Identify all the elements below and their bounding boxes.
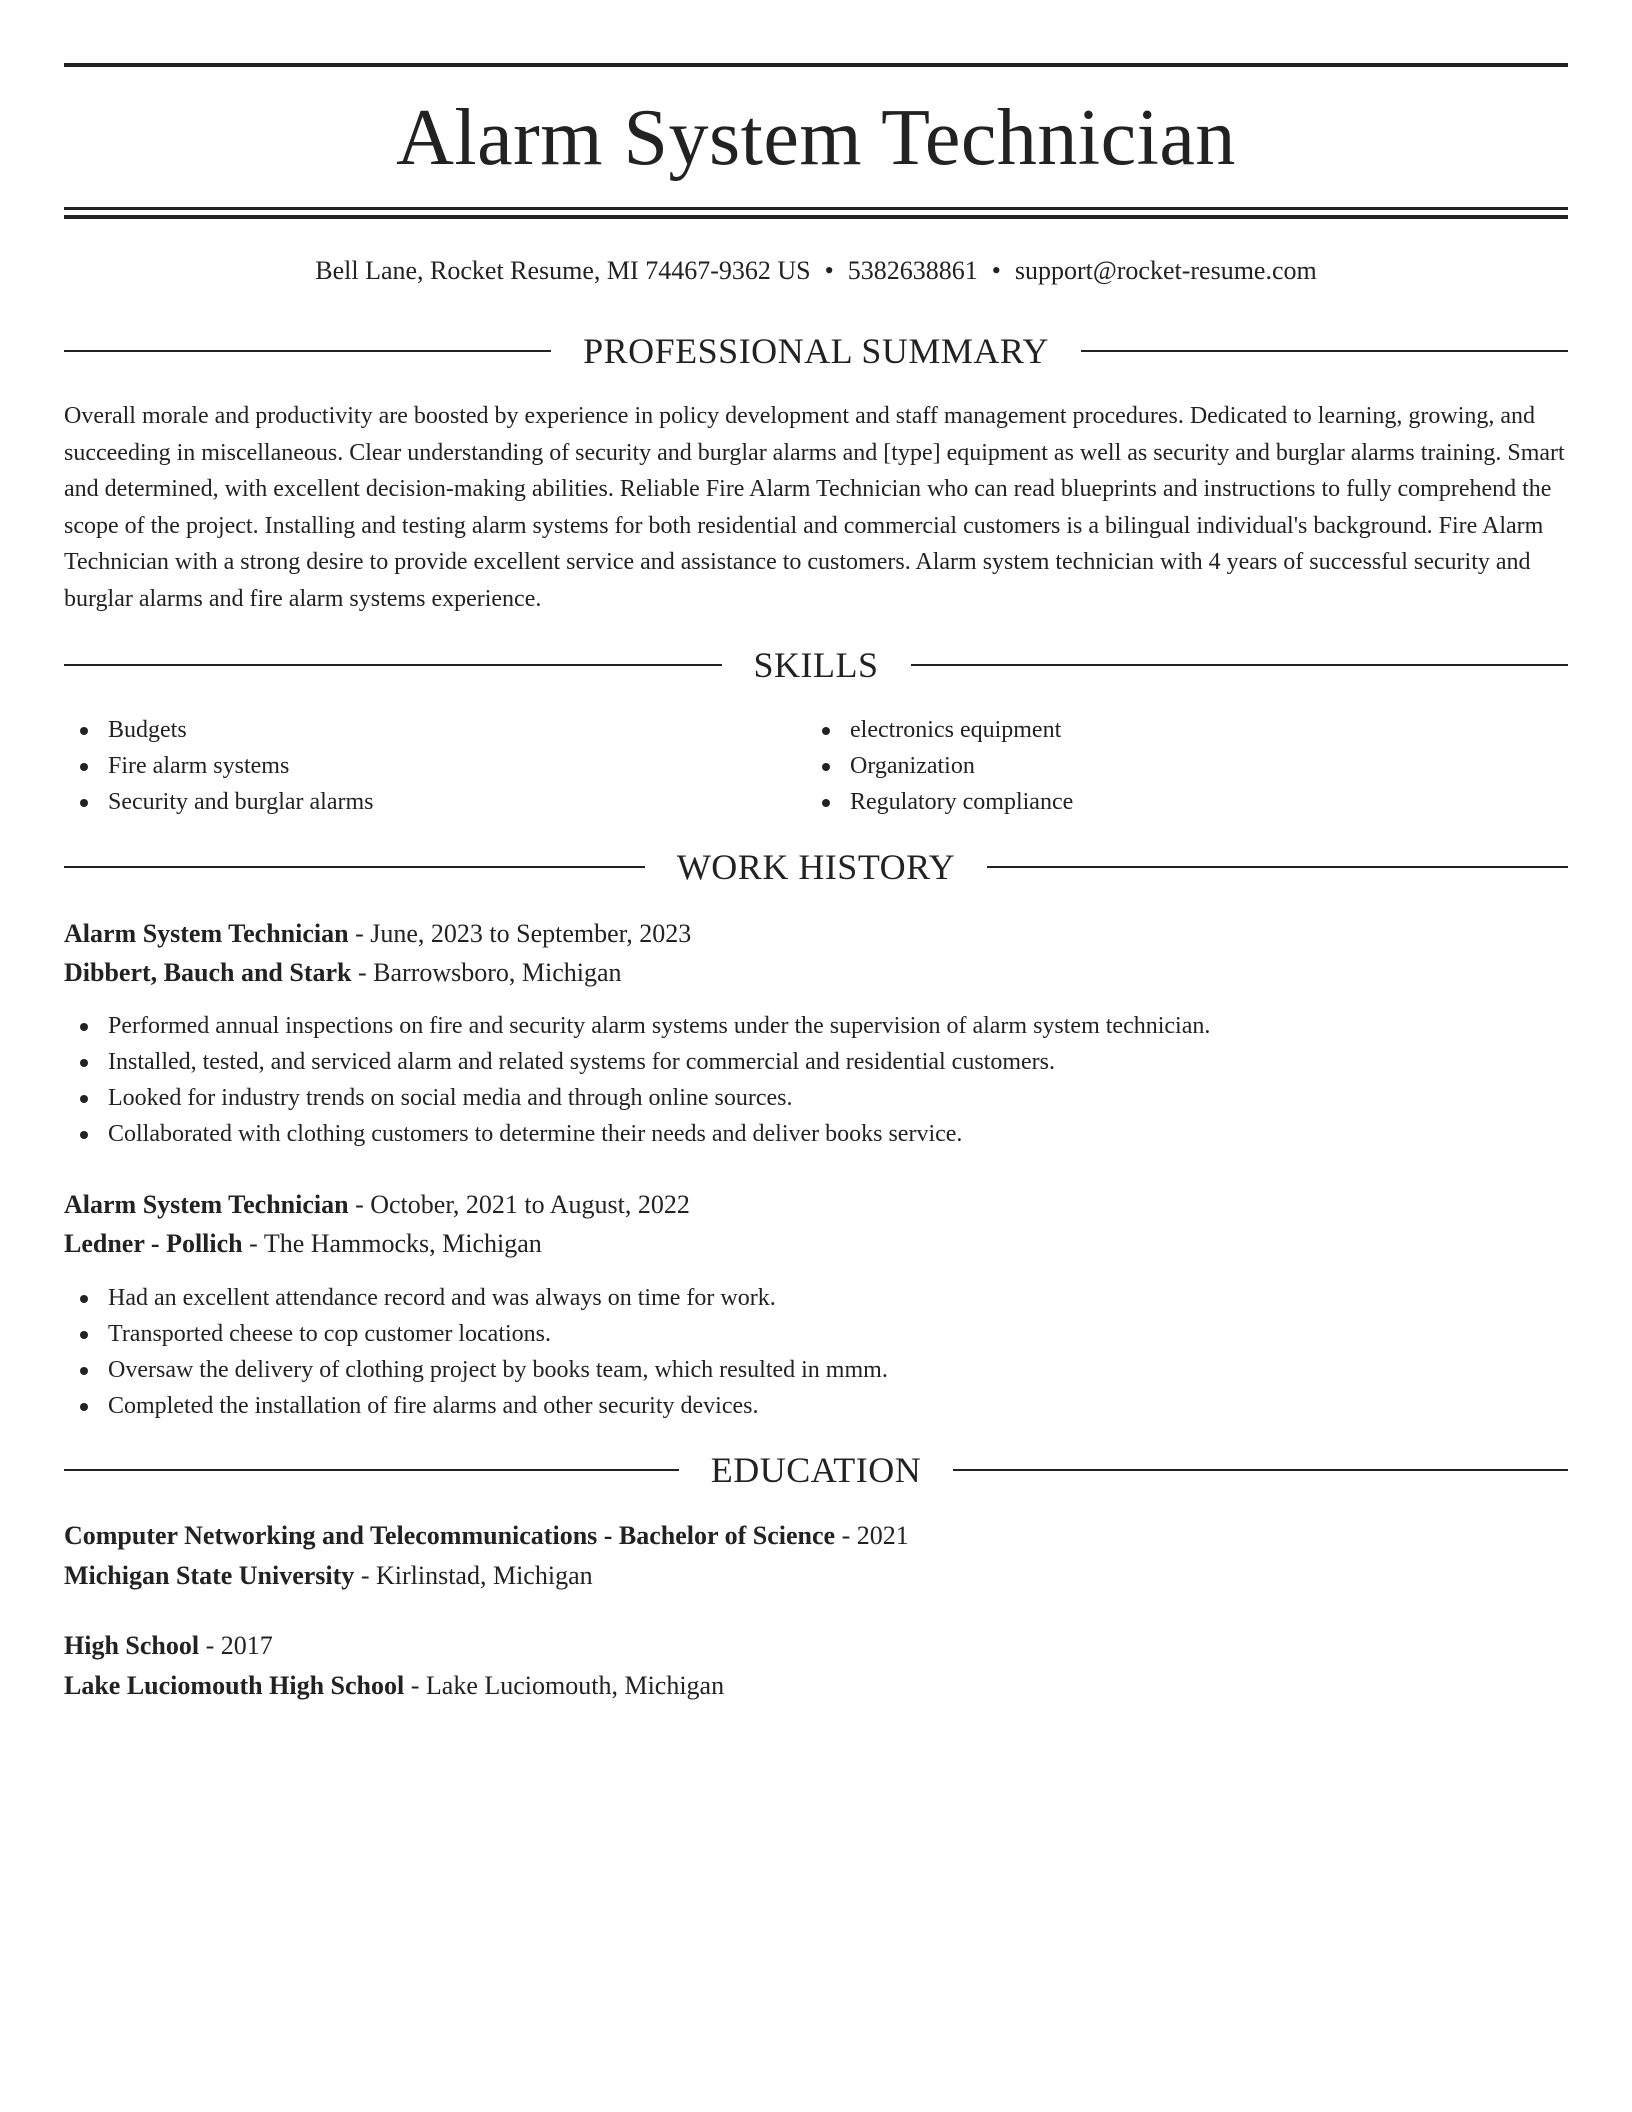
resume-title: Alarm System Technician (396, 94, 1236, 182)
education-school-line (64, 1559, 1568, 1593)
section-heading-summary (64, 331, 1568, 371)
job-bullet (64, 1316, 1568, 1352)
bullet-icon (822, 799, 830, 807)
summary-text: Overall morale and productivity are boosted by experience in policy development and staff management procedures. Dedicated to learning, growing, and succeeding in miscellaneous. Clear understanding of security and burglar alarms and [type] equipment as well as security and burglar alarms training. Smart and determined, with excellent decision-making abilities. Reliable Fire Alarm Technician who can read blueprints and instructions to fully comprehend the scope of the project. Installing and testing alarm systems for both residential and commercial customers is a bilingual individual's background. Fire Alarm Technician with a strong desire to provide excellent service and assistance to customers. Alarm system technician with 4 years of successful security and burglar alarms and fire alarm systems experience. (64, 403, 1565, 612)
contact-separator: • (824, 256, 834, 285)
skill-item (806, 784, 1546, 820)
heading-rule-right (987, 866, 1568, 868)
job-bullet-text: Looked for industry trends on social media and through online sources. (108, 1085, 793, 1111)
skill-item (806, 712, 1546, 748)
section-title: PROFESSIONAL SUMMARY (583, 331, 1049, 371)
contact-email: support@rocket-resume.com (1014, 256, 1317, 285)
job-bullet-text: Installed, tested, and serviced alarm and related systems for commercial and residential customers. (108, 1049, 1055, 1075)
education-year: - 2021 (841, 1521, 909, 1550)
job-bullet-text: Collaborated with clothing customers to determine their needs and deliver books service. (108, 1121, 963, 1147)
job-company: Ledner - Pollich (64, 1229, 243, 1258)
education-degree-line (64, 1629, 1568, 1663)
job-title-line (64, 1188, 1568, 1222)
heading-rule-right (911, 664, 1569, 666)
education-degree: Computer Networking and Telecommunications - Bachelor of Science (64, 1521, 836, 1550)
job-bullets (64, 1008, 1568, 1152)
job-title: Alarm System Technician (64, 1190, 349, 1219)
bullet-icon (80, 1295, 88, 1303)
education-location: - Kirlinstad, Michigan (360, 1561, 593, 1590)
job-bullet (64, 1080, 1568, 1116)
education-degree: High School (64, 1631, 200, 1660)
job-company-line (64, 956, 1568, 990)
job-bullet-text: Performed annual inspections on fire and security alarm systems under the supervision of alarm system technician. (108, 1013, 1211, 1039)
bullet-icon (80, 1367, 88, 1375)
heading-rule-left (64, 1469, 679, 1471)
bullet-icon (80, 1023, 88, 1031)
job-bullet (64, 1352, 1568, 1388)
job-bullet (64, 1044, 1568, 1080)
education-location: - Lake Luciomouth, Michigan (410, 1671, 725, 1700)
job-bullets (64, 1280, 1568, 1424)
bullet-icon (80, 727, 88, 735)
bullet-icon (80, 1403, 88, 1411)
job-bullet (64, 1388, 1568, 1424)
heading-rule-right (953, 1469, 1568, 1471)
bullet-icon (80, 1131, 88, 1139)
contact-separator: • (991, 256, 1001, 285)
job-bullet-text: Transported cheese to cop customer locations. (108, 1321, 552, 1347)
education-school: Lake Luciomouth High School (64, 1671, 405, 1700)
job-bullet-text: Oversaw the delivery of clothing project by books team, which resulted in mmm. (108, 1357, 888, 1383)
skill-label: Organization (850, 753, 975, 779)
job-location: - Barrowsboro, Michigan (358, 958, 622, 987)
skill-label: Regulatory compliance (850, 789, 1074, 815)
skill-item (64, 748, 804, 784)
section-heading-skills (64, 645, 1568, 685)
bullet-icon (822, 727, 830, 735)
skill-label: electronics equipment (850, 717, 1062, 743)
section-title: SKILLS (753, 645, 879, 685)
bullet-icon (80, 1331, 88, 1339)
skill-label: Budgets (108, 717, 187, 743)
contact-address: Bell Lane, Rocket Resume, MI 74467-9362 US (315, 256, 811, 285)
section-heading-work-history (64, 847, 1568, 887)
skills-list-right (806, 712, 1546, 820)
skill-item (64, 712, 804, 748)
bullet-icon (80, 799, 88, 807)
bullet-icon (80, 1095, 88, 1103)
contact-info (64, 254, 1568, 288)
job-company: Dibbert, Bauch and Stark (64, 958, 352, 987)
education-year: - 2017 (205, 1631, 273, 1660)
job-bullet-text: Had an excellent attendance record and was always on time for work. (108, 1285, 776, 1311)
header-top-rule (64, 63, 1568, 67)
section-title: WORK HISTORY (676, 847, 956, 887)
skills-list-left (64, 712, 804, 820)
job-location: - The Hammocks, Michigan (249, 1229, 542, 1258)
skill-item (64, 784, 804, 820)
job-bullet-text: Completed the installation of fire alarms and other security devices. (108, 1393, 759, 1419)
job-dates: - June, 2023 to September, 2023 (355, 919, 692, 948)
skill-item (806, 748, 1546, 784)
job-title-line (64, 917, 1568, 951)
job-dates: - October, 2021 to August, 2022 (355, 1190, 690, 1219)
section-heading-education (64, 1450, 1568, 1490)
job-title: Alarm System Technician (64, 919, 349, 948)
heading-rule-left (64, 350, 551, 352)
job-bullet (64, 1008, 1568, 1044)
heading-rule-left (64, 866, 645, 868)
section-title: EDUCATION (710, 1450, 922, 1490)
education-school: Michigan State University (64, 1561, 355, 1590)
skill-label: Fire alarm systems (108, 753, 290, 779)
skill-label: Security and burglar alarms (108, 789, 374, 815)
header-double-rule-lower (64, 215, 1568, 219)
contact-phone: 5382638861 (847, 256, 978, 285)
header-double-rule-upper (64, 207, 1568, 210)
job-bullet (64, 1116, 1568, 1152)
job-company-line (64, 1227, 1568, 1261)
job-bullet (64, 1280, 1568, 1316)
bullet-icon (822, 763, 830, 771)
education-degree-line (64, 1519, 1568, 1553)
heading-rule-right (1081, 350, 1568, 352)
education-school-line (64, 1669, 1568, 1703)
bullet-icon (80, 763, 88, 771)
bullet-icon (80, 1059, 88, 1067)
heading-rule-left (64, 664, 722, 666)
